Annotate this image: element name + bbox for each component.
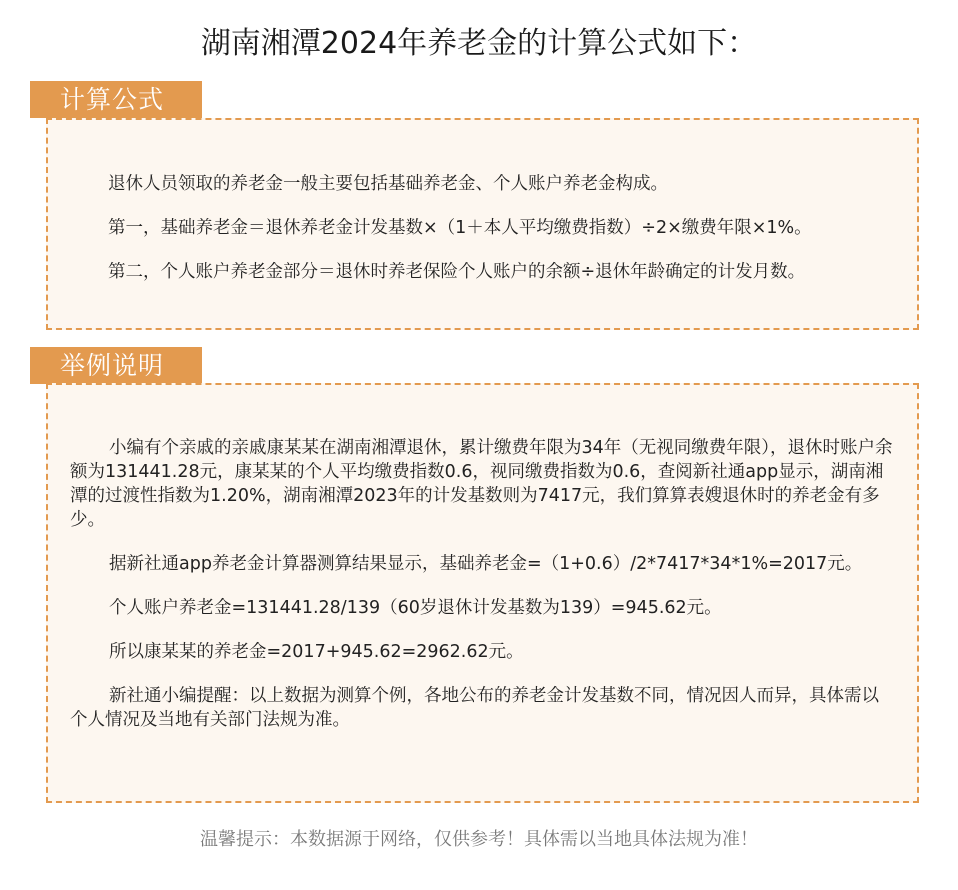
page-title: 湖南湘潭2024年养老金的计算公式如下： (200, 26, 758, 61)
section-tab-formula: 计算公式 (30, 81, 202, 118)
example-paragraph-case: 小编有个亲戚的亲戚康某某在湖南湘潭退休，累计缴费年限为34年（无视同缴费年限），退休时账户余额为131441.28元，康某某的个人平均缴费指数0.6，视同缴费指数为0.6，查阅新社通app显示，湖南湘潭的过渡性指数为1.20%，湖南湘潭2023年的计发基数则为7417元，我们算算表嫂退休时的养老金有多少。 (70, 438, 893, 530)
example-box (46, 383, 919, 803)
formula-paragraph-basic-pension: 第一，基础养老金＝退休养老金计发基数×（1＋本人平均缴费指数）÷2×缴费年限×1%。 (108, 218, 812, 238)
example-paragraph-reminder: 新社通小编提醒：以上数据为测算个例，各地公布的养老金计发基数不同，情况因人而异，具体需以个人情况及当地有关部门法规为准。 (70, 686, 879, 730)
section-tab-example: 举例说明 (30, 347, 202, 384)
footer-notice: 温馨提示：本数据源于网络，仅供参考！具体需以当地具体法规为准！ (200, 829, 758, 850)
example-paragraph-total: 所以康某某的养老金=2017+945.62=2962.62元。 (109, 642, 524, 662)
example-paragraph-basic-result: 据新社通app养老金计算器测算结果显示，基础养老金=（1+0.6）/2*7417*34*1%=2017元。 (109, 554, 863, 574)
example-paragraph-account-result: 个人账户养老金=131441.28/139（60岁退休计发基数为139）=945.62元。 (109, 598, 722, 618)
formula-box (46, 118, 919, 330)
formula-paragraph-personal-account: 第二，个人账户养老金部分＝退休时养老保险个人账户的余额÷退休年龄确定的计发月数。 (108, 262, 806, 282)
formula-paragraph-composition: 退休人员领取的养老金一般主要包括基础养老金、个人账户养老金构成。 (108, 174, 668, 194)
